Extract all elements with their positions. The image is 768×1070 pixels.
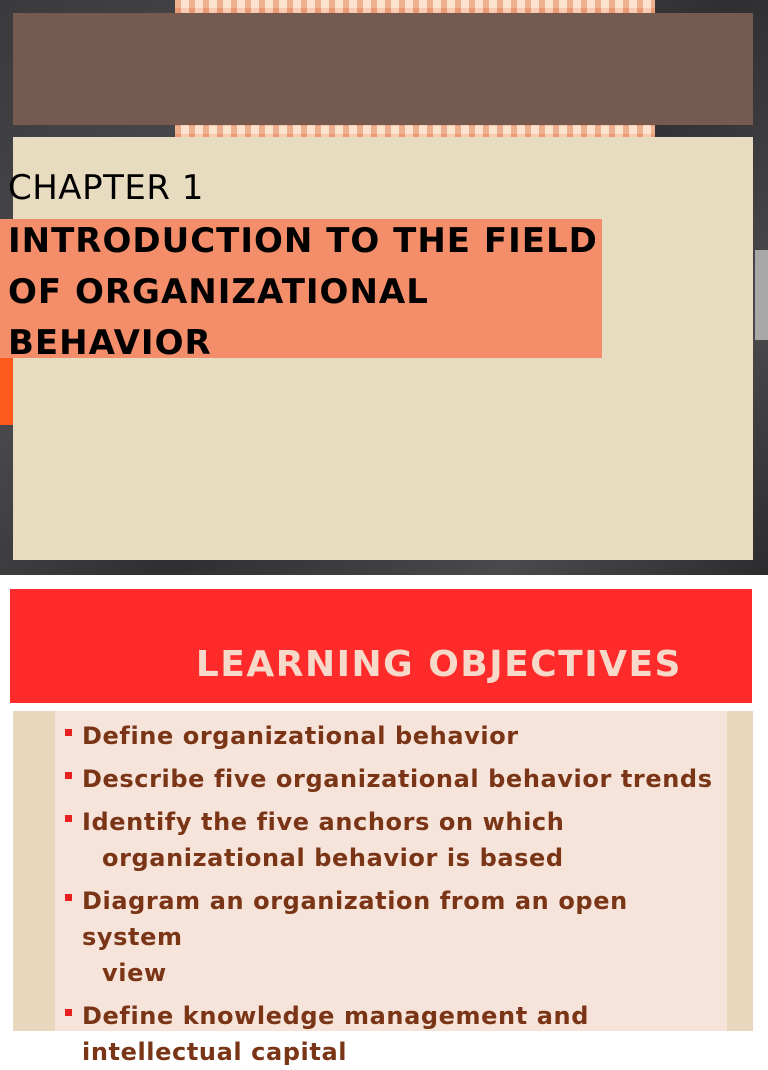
objective-text: Describe five organizational behavior trends [82, 765, 713, 793]
objective-text: Diagram an organization from an open system [82, 887, 628, 951]
bullet-icon [65, 1009, 72, 1016]
chapter-label: CHAPTER 1 [8, 168, 204, 208]
objectives-slide [0, 578, 768, 1066]
title-banner [13, 13, 753, 125]
objective-text-continued: intellectual capital [82, 1038, 348, 1066]
bullet-icon [65, 772, 72, 779]
objectives-list [64, 711, 724, 1070]
objectives-heading: LEARNING OBJECTIVES [195, 644, 682, 685]
bullet-icon [65, 729, 72, 736]
objective-text-continued: view [102, 959, 167, 987]
bullet-icon [65, 894, 72, 901]
list-item [64, 998, 724, 1070]
list-item [64, 883, 724, 991]
background-photo-accent [755, 250, 768, 340]
objectives-banner [10, 589, 752, 703]
objective-text-continued: organizational behavior is based [102, 844, 564, 872]
list-item [64, 804, 724, 876]
objective-text: Define organizational behavior [82, 722, 519, 750]
objective-text: Define knowledge management and [82, 1002, 589, 1030]
chapter-title: INTRODUCTION TO THE FIELD OF ORGANIZATIONAL BEHAVIOR [8, 221, 598, 363]
list-item [64, 718, 724, 754]
list-item [64, 761, 724, 797]
bullet-icon [65, 815, 72, 822]
objective-text: Identify the five anchors on which [82, 808, 565, 836]
